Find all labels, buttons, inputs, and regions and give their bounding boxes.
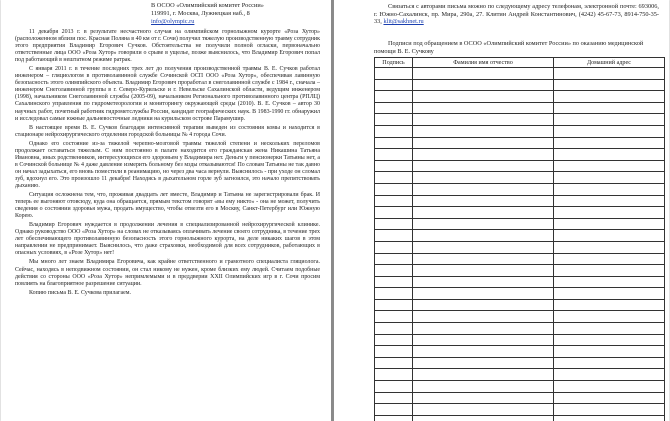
table-cell[interactable] <box>554 288 665 300</box>
table-cell[interactable] <box>413 68 554 80</box>
table-cell[interactable] <box>375 195 413 207</box>
table-cell[interactable] <box>554 392 665 404</box>
table-cell[interactable] <box>375 392 413 404</box>
table-cell[interactable] <box>375 253 413 265</box>
table-row <box>375 253 665 265</box>
table-cell[interactable] <box>554 195 665 207</box>
table-cell[interactable] <box>413 218 554 230</box>
column-header-name: Фамилия имя отчество <box>413 58 554 68</box>
table-cell[interactable] <box>554 79 665 91</box>
table-cell[interactable] <box>375 369 413 381</box>
address-line: 119991, г. Москва, Лужнецкая наб., 8 <box>151 10 250 17</box>
table-cell[interactable] <box>413 149 554 161</box>
table-cell[interactable] <box>554 381 665 393</box>
table-cell[interactable] <box>413 288 554 300</box>
table-row <box>375 91 665 103</box>
table-cell[interactable] <box>413 334 554 346</box>
table-cell[interactable] <box>375 357 413 369</box>
table-row <box>375 172 665 184</box>
table-row <box>375 114 665 126</box>
table-cell[interactable] <box>413 311 554 323</box>
table-cell[interactable] <box>413 265 554 277</box>
table-row <box>375 218 665 230</box>
table-cell[interactable] <box>375 91 413 103</box>
table-cell[interactable] <box>413 392 554 404</box>
table-row <box>375 369 665 381</box>
table-body <box>375 68 665 421</box>
table-cell[interactable] <box>554 230 665 242</box>
table-cell[interactable] <box>554 125 665 137</box>
table-row <box>375 125 665 137</box>
table-cell[interactable] <box>554 114 665 126</box>
signature-table <box>374 57 665 421</box>
table-cell[interactable] <box>413 79 554 91</box>
table-cell[interactable] <box>375 404 413 416</box>
paragraph: В настоящее время В. Е. Сучков благодаря интенсивной терапии выведен из состояния комы и находится в стационаре нейрохирургического отделения городской больницы № 4 города Сочи. <box>15 124 320 138</box>
table-row <box>375 149 665 161</box>
table-cell[interactable] <box>375 288 413 300</box>
table-cell[interactable] <box>375 172 413 184</box>
table-cell[interactable] <box>375 183 413 195</box>
table-row <box>375 392 665 404</box>
table-row <box>375 404 665 416</box>
table-cell[interactable] <box>375 241 413 253</box>
table-row <box>375 357 665 369</box>
paragraph: 11 декабря 2013 г. в результате несчастного случая на олимпийском горнолыжном курорте «Роза Хутор» (расположенном вблизи пос. Красная Поляна в 40 км от г. Сочи) получил тяжелую производственную травму сотрудник этого предприятия Владимир Егорович Сучков. Обстоятельства не получили полной огласки, первоначально ответственные лица ООО «Роза Хутор» говорили о срыве в ущелье, позже выяснилось, что Владимир Егорович попал под работающий в нештатном режиме ратрак. <box>15 29 320 64</box>
contact-info <box>374 3 659 26</box>
table-cell[interactable] <box>554 91 665 103</box>
letter-body <box>15 29 320 299</box>
paragraph: Владимир Егорович нуждается в продолжении лечения в специализированной нейрохирургической клинике. Однако руководство ООО «Роза Хутор» на словах не отказываясь оплачивать лечение своего сотрудника, в течение трех лет обеспечивающего противолавинную безопасность этого горнолыжного курорта, на деле никаких шагов в этом направлении не предпринимает. Выяснилось, что даже страховки, необходимой для всех сотрудников, работающих в опасных условиях, в «Розе Хутор» нет! <box>15 222 320 257</box>
paragraph: Мы много лет знаем Владимира Егоровича, как крайне ответственного и грамотного специалиста гляциолога. Сейчас, находясь в неподвижном состоянии, он стал никому не нужен, кроме близких ему людей. Считаем подобные действия со стороны ООО «Роза Хутор» непримлемыми и в преддверии ХХII Олимпийских игр в г. Сочи просим повлиять на благоприятное разрешение ситуации. <box>15 259 320 287</box>
paragraph: Однако его состояние из-за тяжелой черепно-мозговой травмы тяжелой степени и нескольких переломов продолжает оставаться тяжелым. С ним постоянно в палате находится его гражданская жена Никашина Татьяна Ивановна, иных родственников, интересующихся его здоровьем у Владимира нет. Деньги у пенсионерки Татьяны нет, а в Сочинской больнице № 4 даже давление измерить больному без мзды отказываются! По словам Татьяны не так давно он начал задыхаться, его вновь поместили в реанимацию, но через два часа вернули. Выяснилось - при уходе он сломал зуб, вдохнул его. Это произошло 11 декабря! Находясь в дыхательном горле зуб загноился, это начало препятствовать дыханию. <box>15 140 320 189</box>
table-cell[interactable] <box>554 172 665 184</box>
closing-line: Копию письма В. Е. Сучкова прилагаем. <box>29 289 131 296</box>
recipient-line: В ОСОО «Олимпийский комитет России» <box>151 2 264 9</box>
table-cell[interactable] <box>413 114 554 126</box>
contact-text: Связаться с авторами письма можно по следующему адресу телефонам, электронной почте: 693006, г. Южно-Сахалинск, пр. Мира, 290а, 27. Клитин Андрей Константинович, (4242) 45-67-73, 8914-750-35-33, <box>374 3 659 26</box>
table-cell[interactable] <box>413 102 554 114</box>
table-cell[interactable] <box>375 149 413 161</box>
table-row <box>375 334 665 346</box>
signature-page <box>334 0 669 421</box>
table-row <box>375 415 665 421</box>
table-cell[interactable] <box>554 404 665 416</box>
table-cell[interactable] <box>413 91 554 103</box>
table-cell[interactable] <box>375 125 413 137</box>
table-row <box>375 79 665 91</box>
table-cell[interactable] <box>413 323 554 335</box>
table-cell[interactable] <box>375 207 413 219</box>
table-cell[interactable] <box>554 334 665 346</box>
table-row <box>375 207 665 219</box>
table-cell[interactable] <box>413 195 554 207</box>
table-cell[interactable] <box>413 125 554 137</box>
table-cell[interactable] <box>554 311 665 323</box>
table-cell[interactable] <box>554 346 665 358</box>
table-header-row <box>375 58 665 68</box>
table-cell[interactable] <box>413 230 554 242</box>
letter-header <box>151 2 326 26</box>
table-cell[interactable] <box>554 183 665 195</box>
table-cell[interactable] <box>375 311 413 323</box>
table-cell[interactable] <box>413 241 554 253</box>
table-row <box>375 346 665 358</box>
table-cell[interactable] <box>413 299 554 311</box>
table-row <box>375 160 665 172</box>
table-cell[interactable] <box>375 276 413 288</box>
table-cell[interactable] <box>554 253 665 265</box>
table-cell[interactable] <box>413 253 554 265</box>
table-row <box>375 183 665 195</box>
column-header-signature: Подпись <box>375 58 413 68</box>
table-cell[interactable] <box>375 79 413 91</box>
contact-email[interactable]: klit@sakhnet.ru <box>383 18 424 26</box>
table-row <box>375 102 665 114</box>
table-row <box>375 276 665 288</box>
table-cell[interactable] <box>375 334 413 346</box>
table-cell[interactable] <box>375 102 413 114</box>
table-cell[interactable] <box>413 172 554 184</box>
table-row <box>375 299 665 311</box>
table-cell[interactable] <box>413 276 554 288</box>
table-cell[interactable] <box>413 160 554 172</box>
table-cell[interactable] <box>413 415 554 421</box>
table-cell[interactable] <box>554 207 665 219</box>
table-cell[interactable] <box>375 114 413 126</box>
table-cell[interactable] <box>413 357 554 369</box>
table-row <box>375 230 665 242</box>
table-cell[interactable] <box>554 218 665 230</box>
table-cell[interactable] <box>375 346 413 358</box>
paragraph: Ситуация осложнена тем, что, проживая двадцать лет вместе, Владимир и Татьяна не зарегистрировали брак. И теперь ее выгоняют отовсюду, куда она обращается, прямым текстом говорят «вы ему никто» - она не может, получить сведения о состоянии здоровья мужа, продать имущество, чтобы отвезти его в Москву, Санкт-Петербург или Южную Корею. <box>15 192 320 220</box>
table-cell[interactable] <box>413 381 554 393</box>
table-cell[interactable] <box>413 137 554 149</box>
table-cell[interactable] <box>554 265 665 277</box>
table-cell[interactable] <box>554 369 665 381</box>
table-row <box>375 137 665 149</box>
table-cell[interactable] <box>375 218 413 230</box>
table-cell[interactable] <box>554 357 665 369</box>
table-row <box>375 288 665 300</box>
table-cell[interactable] <box>554 160 665 172</box>
signature-title-text: Подписи под обращением в ОСОО «Олимпийский комитет России» по оказанию медицинской помощи В. Е. Сучкову <box>374 40 644 55</box>
table-cell[interactable] <box>413 369 554 381</box>
table-row <box>375 195 665 207</box>
table-row <box>375 241 665 253</box>
table-cell[interactable] <box>554 299 665 311</box>
table-cell[interactable] <box>413 346 554 358</box>
table-cell[interactable] <box>375 160 413 172</box>
signature-title <box>374 40 659 55</box>
table-cell[interactable] <box>554 68 665 80</box>
table-cell[interactable] <box>375 299 413 311</box>
table-cell[interactable] <box>413 183 554 195</box>
paragraph: С января 2011 г. в течение последних трех лет до получения производственной травмы В. Е. Сучков работал инженером – гляциологом в противолавинной службе Сочинской ОСП ООО «Роза Хутор», обеспечивая лавинную безопасность этого олимпийского объекта. Владимир Егорович проработал в снеголавинной службе с 1984 г., сначала – инженером Снеголавинной группы в г. Северо-Курильске и г. Невельске Сахалинской области, ведущим инженером (1998), начальником Снеголавинной службы (2005-09), начальником Регионального противолавинного центра (РПЛЦ) Сахалинского управления по гидрометеорологии и мониторингу окружающей среды (2010). В. Е. Сучков – автор 30 научных работ, почетный работник гидрометслужбы России, кандидат географических наук. В 1983-1990 гг. обнаружил и исследовал самые южные дальневосточные ледники на курильском острове Парамушир. <box>15 66 320 122</box>
table-cell[interactable] <box>375 323 413 335</box>
table-row <box>375 265 665 277</box>
table-cell[interactable] <box>554 137 665 149</box>
table-row <box>375 381 665 393</box>
table-cell[interactable] <box>375 68 413 80</box>
table-row <box>375 68 665 80</box>
table-cell[interactable] <box>554 276 665 288</box>
letter-page <box>1 0 331 421</box>
table-cell[interactable] <box>375 265 413 277</box>
table-row <box>375 323 665 335</box>
table-cell[interactable] <box>554 415 665 421</box>
column-header-address: Домашний адрес <box>554 58 665 68</box>
table-row <box>375 311 665 323</box>
table-cell[interactable] <box>375 415 413 421</box>
table-cell[interactable] <box>413 404 554 416</box>
table-cell[interactable] <box>375 381 413 393</box>
table-cell[interactable] <box>413 207 554 219</box>
table-cell[interactable] <box>554 149 665 161</box>
table-cell[interactable] <box>375 230 413 242</box>
table-cell[interactable] <box>554 102 665 114</box>
table-cell[interactable] <box>554 323 665 335</box>
recipient-email[interactable]: info@olympic.ru <box>151 18 195 25</box>
table-cell[interactable] <box>375 137 413 149</box>
table-cell[interactable] <box>554 241 665 253</box>
